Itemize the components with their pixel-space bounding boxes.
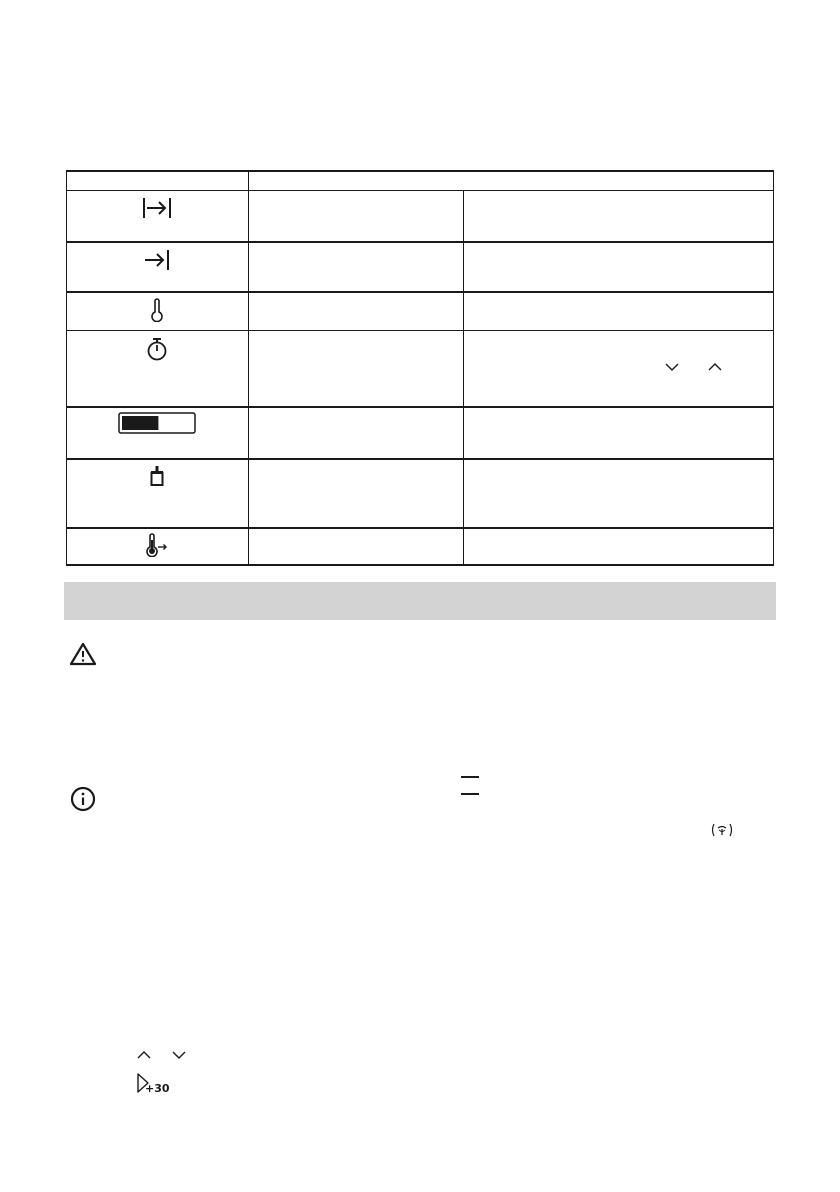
table-border-bottom (66, 564, 774, 566)
table-row (66, 411, 248, 435)
info-circle-icon (70, 786, 96, 812)
add-30-seconds-icon (136, 1072, 170, 1096)
table-border-left (66, 170, 67, 566)
table-column-rule (248, 170, 249, 566)
core-temperature-sensor-icon (145, 533, 169, 557)
thermometer-outline-icon (150, 298, 164, 322)
dash-mark (461, 793, 479, 795)
table-row-rule (66, 406, 774, 408)
table-row (66, 249, 248, 271)
table-row (66, 197, 248, 219)
dash-mark (461, 776, 479, 778)
chevron-up-icon (708, 362, 722, 372)
chevron-down-icon (172, 1050, 186, 1060)
table-row-rule (66, 458, 774, 460)
chevron-up-icon (137, 1050, 151, 1060)
table-row (66, 298, 248, 322)
table-column-rule (463, 190, 464, 566)
weight-icon (149, 465, 165, 487)
pipe-arrow-pipe-icon (142, 197, 172, 219)
table-row-rule (66, 291, 774, 293)
warning-triangle-icon (69, 642, 97, 666)
symbols-table (66, 170, 774, 566)
table-row-rule (66, 527, 774, 529)
table-header-rule (66, 190, 774, 191)
wifi-signal-icon (710, 822, 734, 838)
table-row (66, 465, 248, 487)
arrow-to-pipe-icon (143, 249, 171, 271)
progress-bar-icon (118, 411, 196, 435)
table-row (66, 337, 248, 361)
table-row-rule (66, 241, 774, 243)
table-row (66, 533, 248, 557)
timer-icon (146, 337, 168, 361)
table-row-rule (66, 330, 774, 331)
chevron-down-icon (665, 362, 679, 372)
table-border-right (773, 170, 774, 566)
table-border-top (66, 170, 774, 172)
add-time-label: +30 (145, 1082, 170, 1095)
section-heading-bar (64, 582, 776, 620)
